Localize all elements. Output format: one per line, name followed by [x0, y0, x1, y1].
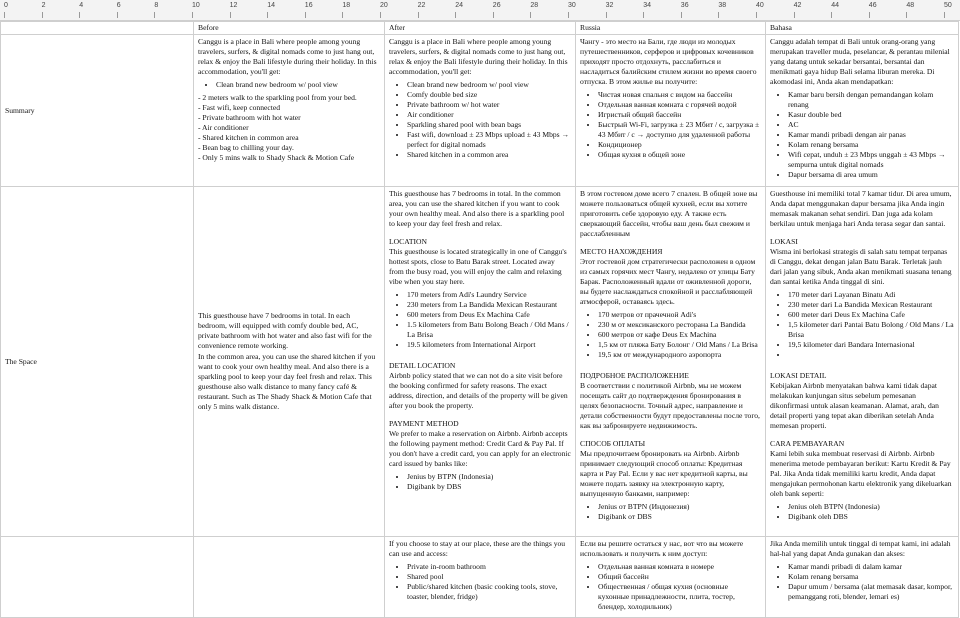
paragraph: Wisma ini berlokasi strategis di salah satu tempat terpanas di Canggu, dekat dengan jalan Batu Barak. Terletak jauh dari jalan yang sibuk, Anda akan menikmati suasana tenang dan santai ketika Anda tinggal di sini. — [770, 247, 952, 287]
section-heading: МЕСТО НАХОЖДЕНИЯ — [580, 247, 663, 257]
ruler-tick-mark — [681, 12, 682, 18]
list-item: • Jenius от BTPN (Индонезия) — [598, 502, 761, 512]
list-item: • Digibank oleh DBS — [788, 512, 954, 522]
section-heading: CARA PEMBAYARAN — [770, 439, 845, 449]
list-item: • Sparkling shared pool with bean bags — [407, 120, 571, 130]
ruler-tick-mark — [154, 12, 155, 18]
ruler-tick-mark — [117, 12, 118, 18]
bullet-list — [580, 90, 761, 160]
list-item: • Kamar mandi pribadi dengan air panas — [788, 130, 954, 140]
paragraph: This guesthouse have 7 bedrooms in total. In each bedroom, will equipped with comfy double bed, AC, private bathroom with hot water and also fast wifi for the convenience remote working. — [198, 311, 372, 351]
text-line: - Shared kitchen in common area — [198, 133, 299, 143]
ruler-tick-mark — [455, 12, 456, 18]
ruler-tick-mark — [869, 12, 870, 18]
ruler-tick-label: 50 — [944, 2, 952, 9]
ruler-tick-label: 42 — [793, 2, 802, 9]
list-item: • Отдельная ванная комната в номере — [598, 562, 761, 572]
list-item: • 600 meter dari Deus Ex Machina Cafe — [788, 310, 954, 320]
ruler-tick-label: 14 — [267, 2, 275, 9]
ruler-tick-mark — [342, 12, 343, 18]
ruler-tick-label: 18 — [342, 2, 351, 9]
translation-table — [0, 21, 959, 618]
paragraph: Canggu is a place in Bali where people among young travelers, surfers, & digital nomads come to just hang out, relax & enjoy the Bali lifestyle during their holiday. In this accommodation, you'll get: — [389, 37, 568, 77]
list-item: • Digibank by DBS — [407, 482, 571, 492]
ruler-tick-mark — [267, 12, 268, 18]
ruler-tick-mark — [79, 12, 80, 18]
list-item: • Kasur double bed — [788, 110, 954, 120]
section-heading: PAYMENT METHOD — [389, 419, 459, 429]
ruler-tick-mark — [794, 12, 795, 18]
ruler-tick-label: 20 — [380, 2, 388, 9]
bullet-list — [389, 290, 571, 350]
row-label-the-space: The Space — [1, 187, 194, 537]
the-space-row — [1, 187, 959, 537]
ruler-tick-label: 0 — [4, 2, 8, 9]
amenities-bahasa-cell[interactable] — [766, 537, 959, 618]
list-item: • Digibank от DBS — [598, 512, 761, 522]
text-line: - Only 5 mins walk to Shady Shack & Motion Cafe — [198, 153, 355, 163]
list-item: • Private bathroom w/ hot water — [407, 100, 571, 110]
amenities-russia-cell[interactable] — [576, 537, 766, 618]
paragraph: Airbnb policy stated that we can not do a site visit before the booking confirmed for safety reasons. The exact address, direction, and details of the property will be given after you book the property. — [389, 371, 568, 411]
ruler-tick-label: 40 — [756, 2, 764, 9]
list-item: • Wifi cepat, unduh ± 23 Mbps unggah ± 43 Mbps → sempurna untuk digital nomads — [788, 150, 954, 170]
ruler-tick-label: 6 — [116, 2, 121, 9]
ruler-tick-mark — [493, 12, 494, 18]
amenities-after-cell[interactable] — [385, 537, 576, 618]
list-item: • 1,5 км от пляжа Бату Болонг / Old Mans / La Brisa — [598, 340, 761, 350]
ruler-tick-label: 36 — [680, 2, 689, 9]
ruler-tick-label: 30 — [568, 2, 576, 9]
ruler-tick-mark — [906, 12, 907, 18]
paragraph: Kebijakan Airbnb menyatakan bahwa kami tidak dapat melakukan kunjungan situs sebelum pemesanan dikonfirmasi untuk alasan keamanan. Alamat, arah, dan detail properti yang tepat akan diberikan setelah Anda memesan properti. — [770, 381, 939, 431]
list-item: • Отдельная ванная комната с горячей водой — [598, 100, 761, 110]
list-item: • Kamar mandi pribadi di dalam kamar — [788, 562, 954, 572]
dash-lines — [198, 93, 380, 163]
paragraph: В соответствии с политикой Airbnb, мы не можем посещать сайт до подтверждения бронирования в целях безопасности. Точный адрес, направление и детали собственности будут предоставлены после того, как вы забронируете недвижимость. — [580, 381, 760, 431]
header-bahasa: Bahasa — [766, 22, 959, 35]
paragraph: Если вы решите остаться у нас, вот что вы можете использовать и получить к ним доступ: — [580, 539, 744, 559]
list-item: • Private in-room bathroom — [407, 562, 571, 572]
paragraph: In the common area, you can use the shared kitchen if you want to cook your own healthy meal. And also there is a sparkling pool to keep your day feel fresh and relax. This guesthouse also walk distance to many fancy café & restaurant. Such as The Shady Shack & Motion Cafe that only 5 mins walk distance. — [198, 351, 376, 411]
paragraph: В этом гостевом доме всего 7 спален. В общей зоне вы можете пользоваться общей кухней, если вы хотите приготовить себе здоровую еду. А также есть сверкающий бассейн, чтобы ваш день был свежим и расслабленным — [580, 189, 758, 239]
ruler-tick-label: 2 — [41, 2, 46, 9]
summary-after-cell[interactable] — [385, 35, 576, 187]
ruler-tick-mark — [756, 12, 757, 18]
ruler-tick-mark — [530, 12, 531, 18]
list-item: • Clean brand new bedroom w/ pool view — [407, 80, 571, 90]
list-item: • Общественная / общая кухня (основные кухонные принадлежности, плита, тостер, блендер, холодильник) — [598, 582, 761, 612]
section-heading: СПОСОБ ОПЛАТЫ — [580, 439, 646, 449]
ruler-tick-mark — [4, 12, 5, 18]
ruler-tick-label: 16 — [304, 2, 313, 9]
list-item: • Игристый общий бассейн — [598, 110, 761, 120]
bullet-list — [770, 290, 954, 360]
list-item: • Jenius by BTPN (Indonesia) — [407, 472, 571, 482]
list-item: • 230 meters from La Bandida Mexican Restaurant — [407, 300, 571, 310]
paragraph: If you choose to stay at our place, these are the things you can use and access: — [389, 539, 566, 559]
ruler-tick-label: 38 — [718, 2, 727, 9]
section-heading: ПОДРОБНОЕ РАСПОЛОЖЕНИЕ — [580, 371, 689, 381]
paragraph: We prefer to make a reservation on Airbnb. Airbnb accepts the following payment method: Credit Card & Pay Pal. If you don't have a credit card, you can apply for an electronic card issued by banks like: — [389, 429, 571, 469]
list-item: • 230 м от мексиканского ресторана La Bandida — [598, 320, 761, 330]
bullet-list — [770, 562, 954, 602]
ruler-tick-label: 28 — [530, 2, 539, 9]
paragraph: This guesthouse is located strategically in one of Canggu's hottest spots, close to Batu Barak street. Located away from the busy road, you will enjoy the calm and relaxing vibe when you stay here. — [389, 247, 567, 287]
ruler-tick-label: 12 — [229, 2, 238, 9]
header-row — [1, 22, 959, 35]
paragraph: Этот гостевой дом стратегически расположен в одном из самых горячих мест Чангу, недалеко от улицы Бату Барак. Расположенный вдали от оживленной дороги, вы будете наслаждаться спокойной и расслабляющей атмосферой, оставаясь здесь. — [580, 257, 756, 307]
ruler-tick-label: 8 — [154, 2, 159, 9]
list-item: • AC — [788, 120, 954, 130]
text-line: - Bean bag to chilling your day. — [198, 143, 294, 153]
ruler-tick-mark — [192, 12, 193, 18]
ruler-tick-label: 4 — [79, 2, 84, 9]
list-item: • 19,5 км от международного аэропорта — [598, 350, 761, 360]
list-item: • Чистая новая спальня с видом на бассейн — [598, 90, 761, 100]
bullet-list — [198, 80, 380, 90]
ruler-tick-label: 32 — [605, 2, 614, 9]
list-item: • Fast wifi, download ± 23 Mbps upload ± 43 Mbps → perfect for digital nomads — [407, 130, 571, 150]
section-heading: LOKASI DETAIL — [770, 371, 827, 381]
space-before-cell[interactable] — [194, 187, 385, 537]
text-line: - Fast wifi, keep connected — [198, 103, 281, 113]
bullet-list — [580, 562, 761, 612]
bullet-list — [770, 90, 954, 180]
section-heading: DETAIL LOCATION — [389, 361, 456, 371]
ruler-tick-mark — [831, 12, 832, 18]
ruler-tick-label: 22 — [417, 2, 426, 9]
ruler-tick-mark — [944, 12, 945, 18]
bullet-list — [389, 562, 571, 602]
ruler-tick-label: 48 — [906, 2, 915, 9]
list-item: • Clean brand new bedroom w/ pool view — [216, 80, 380, 90]
list-item: • Comfy double bed size — [407, 90, 571, 100]
summary-row — [1, 35, 959, 187]
ruler-tick-mark — [418, 12, 419, 18]
ruler-tick-label: 10 — [192, 2, 200, 9]
list-item: • Кондиционер — [598, 140, 761, 150]
paragraph: Canggu is a place in Bali where people among young travelers, surfers, & digital nomads come to just hang out, relax & enjoy the Bali lifestyle during their holiday. In this accommodation, you'll get: — [198, 37, 377, 77]
list-item: • Kolam renang bersama — [788, 572, 954, 582]
ruler-tick-mark — [718, 12, 719, 18]
space-after-cell[interactable] — [385, 187, 576, 537]
list-item: • 230 meter dari La Bandida Mexican Restaurant — [788, 300, 954, 310]
paragraph: Чангу - это место на Бали, где люди из молодых путешественников, серферов и цифровых кочевников приходят просто отдохнуть, расслабиться и насладиться балийским стилем жизни во время своего отпуска. В этом жилье вы получите: — [580, 37, 757, 87]
space-bahasa-cell[interactable] — [766, 187, 959, 537]
ruler-tick-mark — [606, 12, 607, 18]
list-item: • 170 meters from Adi's Laundry Service — [407, 290, 571, 300]
ruler-tick-mark — [42, 12, 43, 18]
list-item: • Shared pool — [407, 572, 571, 582]
list-item: • Kolam renang bersama — [788, 140, 954, 150]
list-item: • Jenius oleh BTPN (Indonesia) — [788, 502, 954, 512]
ruler-tick-mark — [380, 12, 381, 18]
list-item: • 600 метров от кафе Deus Ex Machina — [598, 330, 761, 340]
bullet-list — [770, 502, 954, 522]
ruler-tick-label: 34 — [643, 2, 651, 9]
document-table-area — [0, 21, 960, 612]
text-line: - Air conditioner — [198, 123, 249, 133]
paragraph: This guesthouse has 7 bedrooms in total. In the common area, you can use the shared kitchen if you want to cook your own healthy meal. And also there is a sparkling pool to keep your day feel fresh and relax. — [389, 189, 565, 229]
bullet-list — [580, 502, 761, 522]
paragraph: Мы предпочитаем бронировать на Airbnb. Airbnb принимает следующий способ оплаты: Кредитная карта и Pay Pal. Если у вас нет кредитной карты, вы можете подать заявку на электронную карту, выпущенную банками, например: — [580, 449, 748, 499]
bullet-list — [389, 472, 571, 492]
list-item: • 170 meter dari Layanan Binatu Adi — [788, 290, 954, 300]
bullet-list — [580, 310, 761, 360]
list-item: • Shared kitchen in a common area — [407, 150, 571, 160]
summary-before-cell[interactable] — [194, 35, 385, 187]
list-item — [788, 350, 954, 360]
list-item: • Dapur bersama di area umum — [788, 170, 954, 180]
ruler-tick-mark — [230, 12, 231, 18]
bullet-list — [389, 80, 571, 160]
space-russia-cell[interactable] — [576, 187, 766, 537]
header-blank — [1, 22, 194, 35]
header-russia: Russia — [576, 22, 766, 35]
row-label-amenities — [1, 537, 194, 618]
paragraph: Kami lebih suka membuat reservasi di Airbnb. Airbnb menerima metode pembayaran berikut: Kartu Kredit & Pay Pal. Jika Anda tidak memiliki kartu kredit, Anda dapat mengajukan permohonan kartu elektronik yang dikeluarkan oleh bank seperti: — [770, 449, 952, 499]
list-item: • 19.5 kilometers from International Airport — [407, 340, 571, 350]
list-item: • 170 метров от прачечной Adi's — [598, 310, 761, 320]
list-item: • 1.5 kilometers from Batu Bolong Beach / Old Mans / La Brisa — [407, 320, 571, 340]
paragraph: Jika Anda memilih untuk tinggal di tempat kami, ini adalah hal-hal yang dapat Anda gunakan dan akses: — [770, 539, 951, 559]
amenities-before-cell[interactable] — [194, 537, 385, 618]
list-item: • 19,5 kilometer dari Bandara Internasional — [788, 340, 954, 350]
list-item: • 1,5 kilometer dari Pantai Batu Bolong / Old Mans / La Brisa — [788, 320, 954, 340]
ruler-tick-mark — [643, 12, 644, 18]
section-heading: LOKASI — [770, 237, 798, 247]
ruler-tick-label: 44 — [831, 2, 839, 9]
ruler-tick-mark — [305, 12, 306, 18]
header-after: After — [385, 22, 576, 35]
ruler-tick-mark — [568, 12, 569, 18]
text-line: - 2 meters walk to the sparkling pool from your bed. — [198, 93, 357, 103]
list-item: • Public/shared kitchen (basic cooking tools, stove, toaster, blender, fridge) — [407, 582, 571, 602]
list-item: • Air conditioner — [407, 110, 571, 120]
section-heading: LOCATION — [389, 237, 427, 247]
list-item: • 600 meters from Deus Ex Machina Cafe — [407, 310, 571, 320]
ruler-tick-label: 46 — [868, 2, 877, 9]
list-item: • Общая кухня в общей зоне — [598, 150, 761, 160]
list-item: • Общий бассейн — [598, 572, 761, 582]
ruler-tick-label: 24 — [455, 2, 463, 9]
summary-bahasa-cell[interactable] — [766, 35, 959, 187]
header-before: Before — [194, 22, 385, 35]
amenities-row — [1, 537, 959, 618]
list-item: • Kamar baru bersih dengan pemandangan kolam renang — [788, 90, 954, 110]
ruler — [0, 0, 960, 21]
paragraph: Canggu adalah tempat di Bali untuk orang-orang yang merupakan traveller muda, peselancar, & perantau milenial yang datang untuk sekadar bersantai, bersantai dan menikmati gaya hidup Bali selama liburan mereka. Di akomodasi ini, Anda akan mendapatkan: — [770, 37, 950, 87]
row-label-summary: Summary — [1, 35, 194, 187]
text-line: - Private bathroom with hot water — [198, 113, 301, 123]
ruler-tick-label: 26 — [492, 2, 501, 9]
list-item: • Быстрый Wi-Fi, загрузка ± 23 Мбит / с, загрузка ± 43 Мбит / с → доступно для удаленной работы — [598, 120, 761, 140]
paragraph: Guesthouse ini memiliki total 7 kamar tidur. Di area umum, Anda dapat menggunakan dapur bersama jika Anda ingin memasak makanan sehat sendiri. Dan juga ada kolam berkilau untuk menjaga hari Anda terasa segar dan santai. — [770, 189, 952, 229]
summary-russia-cell[interactable] — [576, 35, 766, 187]
list-item: • Dapur umum / bersama (alat memasak dasar, kompor, pemanggang roti, blender, lemari es) — [788, 582, 954, 602]
